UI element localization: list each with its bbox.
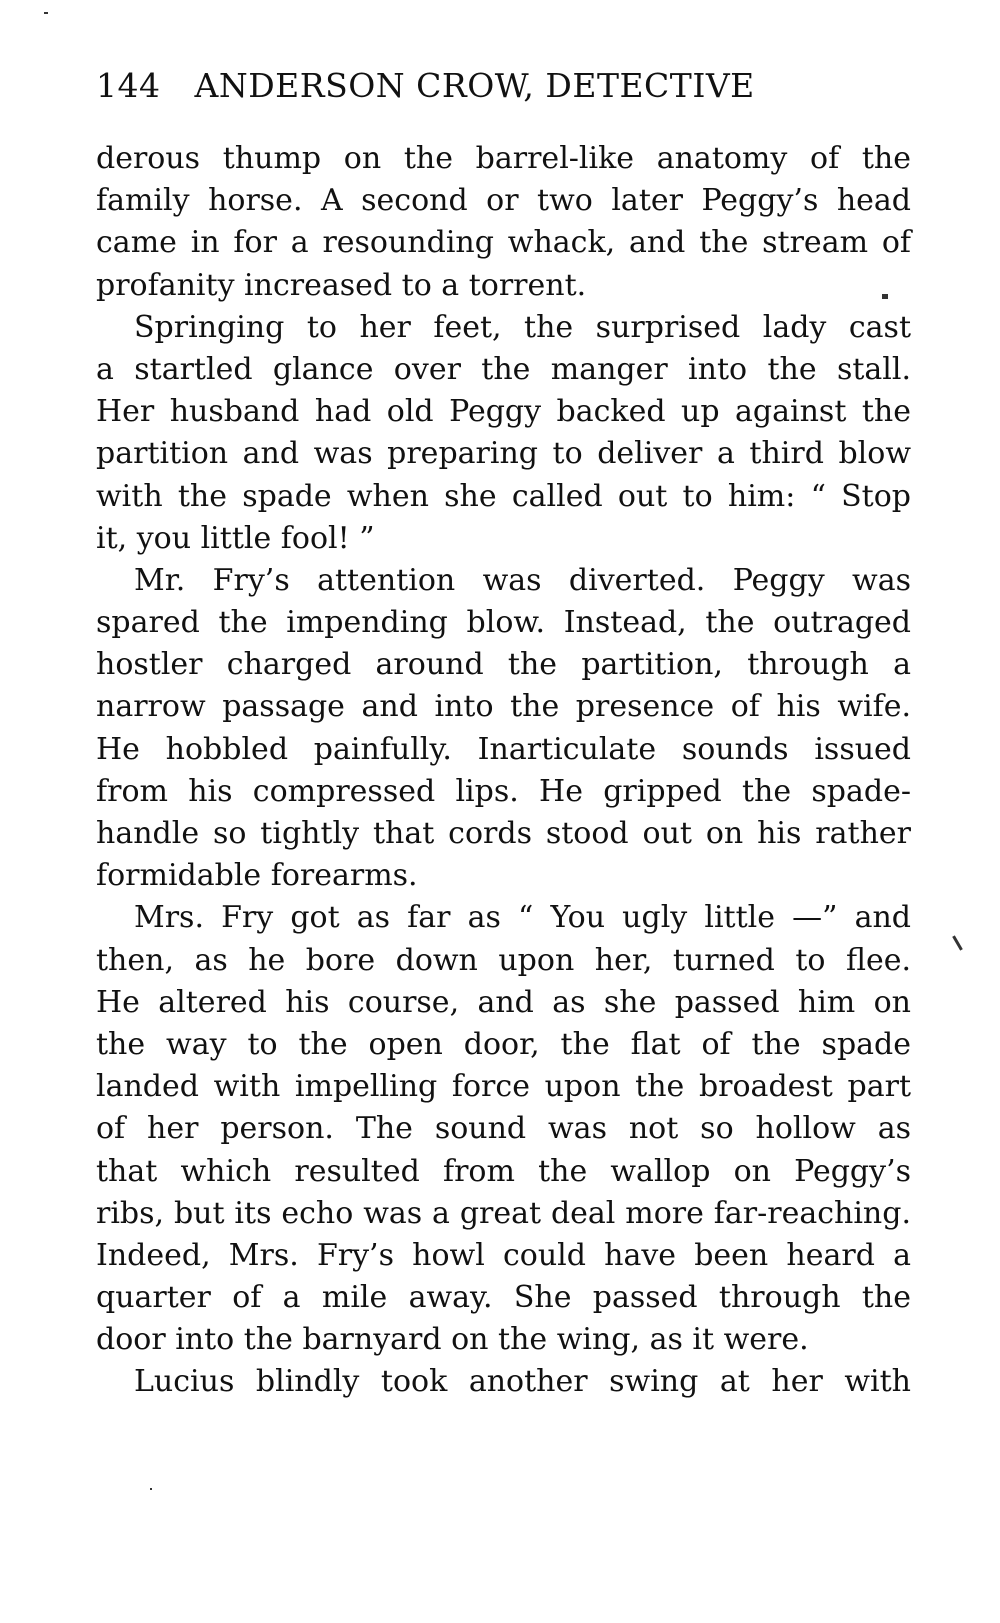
text-line: Her husband had old Peggy backed up against the: [96, 394, 911, 430]
text-line: narrow passage and into the presence of his wife.: [96, 689, 911, 725]
text-line: a startled glance over the manger into the stall.: [96, 351, 911, 387]
text-line: He hobbled painfully. Inarticulate sounds issued: [96, 731, 911, 767]
text-line: Lucius blindly took another swing at her with: [134, 1364, 911, 1400]
text-line: it, you little fool! ”: [96, 520, 375, 556]
text-line: derous thump on the barrel-like anatomy of the: [96, 141, 911, 176]
paragraph: [96, 1361, 911, 1403]
text-line: door into the barnyard on the wing, as it were.: [96, 1322, 809, 1358]
paragraph: [96, 138, 911, 307]
text-line: partition and was preparing to deliver a third blow: [96, 436, 911, 472]
print-speck: [952, 935, 963, 950]
text-line: with the spade when she called out to him: “ Stop: [96, 478, 911, 514]
text-line: Indeed, Mrs. Fry’s howl could have been heard a: [96, 1237, 911, 1273]
paragraph: [96, 897, 911, 1361]
print-speck: [44, 12, 48, 14]
text-line: of her person. The sound was not so hollow as: [96, 1111, 911, 1147]
page-number: 144: [96, 66, 161, 105]
text-line: Springing to her feet, the surprised lady cast: [134, 309, 911, 345]
text-line: hostler charged around the partition, through a: [96, 647, 911, 683]
running-head: [96, 66, 916, 116]
print-speck: [150, 1488, 152, 1490]
text-line: He altered his course, and as she passed him on: [96, 984, 911, 1020]
print-speck: [882, 294, 888, 299]
paragraph: [96, 560, 911, 898]
text-line: spared the impending blow. Instead, the outraged: [96, 605, 911, 641]
text-line: landed with impelling force upon the broadest part: [96, 1069, 911, 1105]
text-line: from his compressed lips. He gripped the spade-: [96, 773, 911, 809]
body-text: [96, 138, 911, 1404]
text-line: the way to the open door, the flat of the spade: [96, 1026, 911, 1062]
text-line: handle so tightly that cords stood out on his rather: [96, 816, 911, 851]
text-line: that which resulted from the wallop on Peggy’s: [96, 1153, 911, 1189]
text-line: Mrs. Fry got as far as “ You ugly little —” and: [134, 900, 911, 936]
text-line: formidable forearms.: [96, 858, 418, 894]
paragraph: [96, 307, 911, 560]
book-title: ANDERSON CROW, DETECTIVE: [194, 66, 755, 105]
text-line: came in for a resounding whack, and the stream of: [96, 225, 911, 261]
text-line: then, as he bore down upon her, turned to flee.: [96, 942, 911, 978]
text-line: Mr. Fry’s attention was diverted. Peggy was: [134, 562, 911, 598]
text-line: profanity increased to a torrent.: [96, 267, 587, 303]
text-line: quarter of a mile away. She passed through the: [96, 1280, 911, 1316]
text-line: ribs, but its echo was a great deal more far-reaching.: [96, 1195, 911, 1231]
text-line: family horse. A second or two later Peggy’s head: [96, 183, 911, 219]
